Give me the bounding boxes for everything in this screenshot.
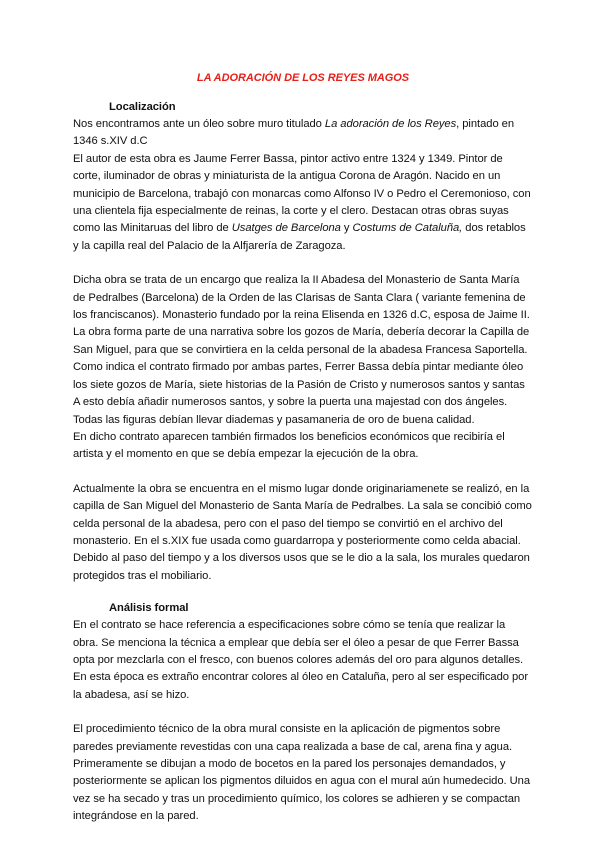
paragraph-text: Nos encontramos ante un óleo sobre muro titulado xyxy=(73,118,325,130)
paragraph-contract: Como indica el contrato firmado por ambas partes, Ferrer Bassa debía pintar mediante óleo los siete gozos de María, siete historias de la Pasión de Cristo y numerosos santos y santas A esto debía añadir numerosos santos, y sobre la puerta una majestad con dos ángeles. Todas las figuras debían llevar diademas y pasamaneria de oro de buena calidad. xyxy=(73,361,525,426)
paragraph-text: El autor de esta obra es Jaume Ferrer Bassa, pintor activo entre 1324 y 1349. Pintor de corte, iluminador de obras y miniaturista de la antigua Corona de Aragón. Nacido en un municipio de Barcelona, trabajó con monarcas como Alfonso IV o Pedro el Ceremonioso, con una clientela fija especialmente de reinas, la corte y el clero. Destacan otras obras suyas como las Minitaruas del libro de xyxy=(73,152,531,235)
paragraph-benefits: En dicho contrato aparecen también firmados los beneficios económicos que recibiría el artista y el momento en que se debía empezar la ejecución de la obra. xyxy=(73,430,505,461)
document-page xyxy=(73,70,533,826)
paragraph-intro xyxy=(73,116,533,151)
book-title: Costums de Cataluña, xyxy=(352,222,463,235)
book-title: Usatges de Barcelona xyxy=(231,222,341,235)
paragraph-author xyxy=(73,151,533,255)
paragraph-commission: Dicha obra se trata de un encargo que realiza la II Abadesa del Monasterio de Santa María de Pedralbes (Barcelona) de la Orden de las Clarisas de Santa Clara ( variante femenina de los franciscanos). Monasterio fundado por la reina Elisenda en 1326 d.C, esposa de Jaime II. La obra forma parte de una narrativa sobre los gozos de María, debería decorar la Capilla de San Miguel, para que se convirtiera en la celda personal de la abadesa Francesa Saportella. xyxy=(73,274,530,356)
paragraph-text: , pintado en 1346 s.XIV d.C xyxy=(73,118,515,148)
document-title: LA ADORACIÓN DE LOS REYES MAGOS xyxy=(196,72,410,84)
paragraph-procedure: El procedimiento técnico de la obra mural consiste en la aplicación de pigmentos sobre paredes previamente revestidas con una capa realizada a base de cal, arena fina y agua. Primeramente se dibujan a modo de bocetos en la pared los personajes demandados, y posteriormente se aplican los pigmentos diluidos en agua con el mural aún humedecido. Una vez se ha secado y tras un procedimiento químico, los colores se adhieren y se compactan integrándose en la pared. xyxy=(73,723,531,823)
artwork-title: La adoración de los Reyes xyxy=(324,118,457,130)
section-heading-localizacion: Localización xyxy=(109,101,176,113)
section-heading-analisis: Análisis formal xyxy=(109,602,189,615)
paragraph-text: dos retablos y la capilla real del Palacio de la Alfjarería de Zaragoza. xyxy=(73,222,526,252)
paragraph-location: Actualmente la obra se encuentra en el mismo lugar donde originariamenete se realizó, en la capilla de San Miguel del Monasterio de Santa María de Pedralbes. La sala se concibió como celda personal de la abadesa, pero con el paso del tiempo se convirtió en el archivo del monasterio. En el s.XIX fue usada como guardarropa y posteriormente como celda abacial. Debido al paso del tiempo y a los diversos usos que se le dio a la sala, los murales quedaron protegidos tras el mobiliario. xyxy=(73,482,532,582)
paragraph-technique: En el contrato se hace referencia a especificaciones sobre cómo se tenía que realizar la obra. Se menciona la técnica a emplear que debía ser el óleo a pesar de que Ferrer Bassa opta por mezclarla con el fresco, con buenos colores además del oro para algunos detalles. En esta época es extraño encontrar colores al óleo en Cataluña, pero al ser especificado por la abadesa, así se hizo. xyxy=(73,619,528,701)
paragraph-text: y xyxy=(340,222,353,235)
